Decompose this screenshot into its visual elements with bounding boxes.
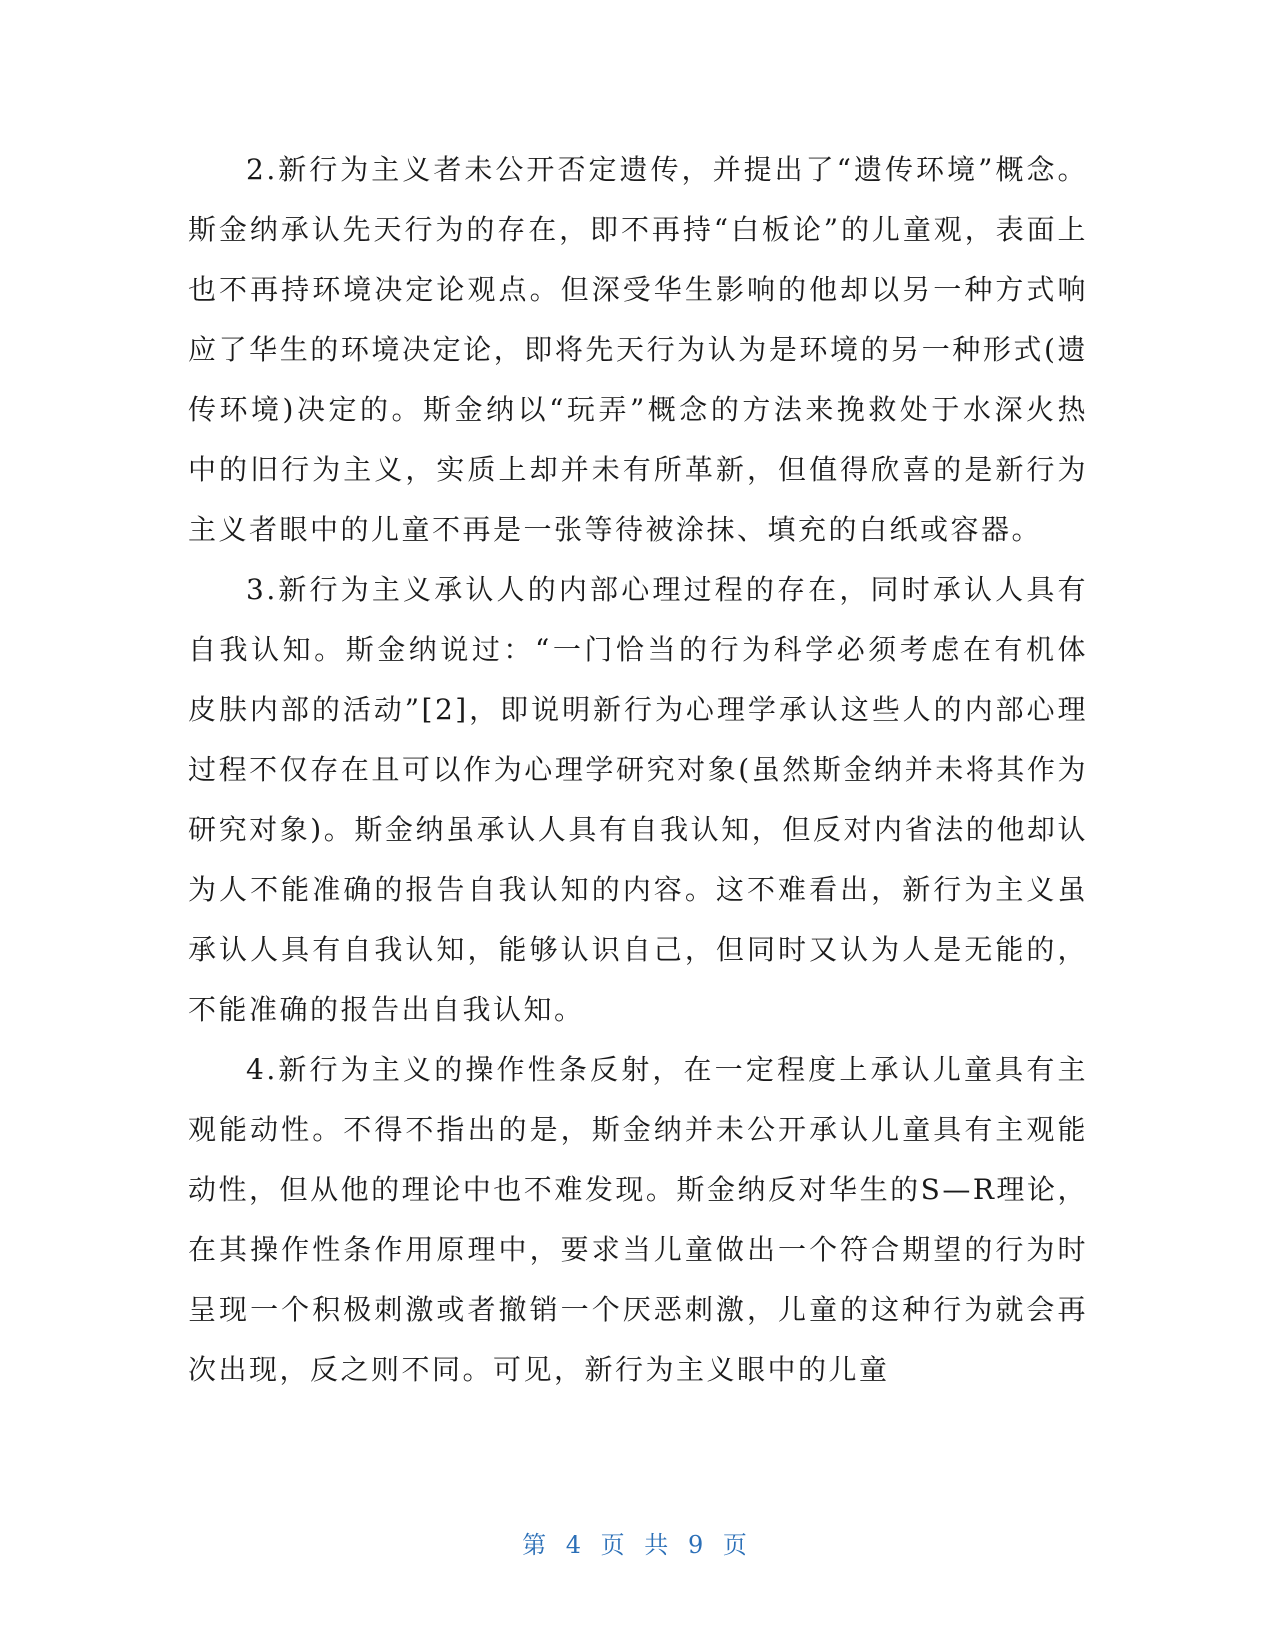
document-body [188,140,1088,1400]
paragraph-2: 2.新行为主义者未公开否定遗传，并提出了“遗传环境”概念。斯金纳承认先天行为的存在，即不再持“白板论”的儿童观，表面上也不再持环境决定论观点。但深受华生影响的他却以另一种方式响应了华生的环境决定论，即将先天行为认为是环境的另一种形式(遗传环境)决定的。斯金纳以“玩弄”概念的方法来挽救处于水深火热中的旧行为主义，实质上却并未有所革新，但值得欣喜的是新行为主义者眼中的儿童不再是一张等待被涂抹、填充的白纸或容器。 [188,153,1088,546]
page-number-footer: 第 4 页 共 9 页 [522,1531,753,1559]
paragraph-3: 3.新行为主义承认人的内部心理过程的存在，同时承认人具有自我认知。斯金纳说过：“一门恰当的行为科学必须考虑在有机体皮肤内部的活动”[2]，即说明新行为心理学承认这些人的内部心理过程不仅存在且可以作为心理学研究对象(虽然斯金纳并未将其作为研究对象)。斯金纳虽承认人具有自我认知，但反对内省法的他却认为人不能准确的报告自我认知的内容。这不难看出，新行为主义虽承认人具有自我认知，能够认识自己，但同时又认为人是无能的，不能准确的报告出自我认知。 [188,573,1088,1026]
paragraph-4: 4.新行为主义的操作性条反射，在一定程度上承认儿童具有主观能动性。不得不指出的是，斯金纳并未公开承认儿童具有主观能动性，但从他的理论中也不难发现。斯金纳反对华生的S—R理论，在其操作性条作用原理中，要求当儿童做出一个符合期望的行为时呈现一个积极刺激或者撤销一个厌恶刺激，儿童的这种行为就会再次出现，反之则不同。可见，新行为主义眼中的儿童 [188,1053,1088,1386]
